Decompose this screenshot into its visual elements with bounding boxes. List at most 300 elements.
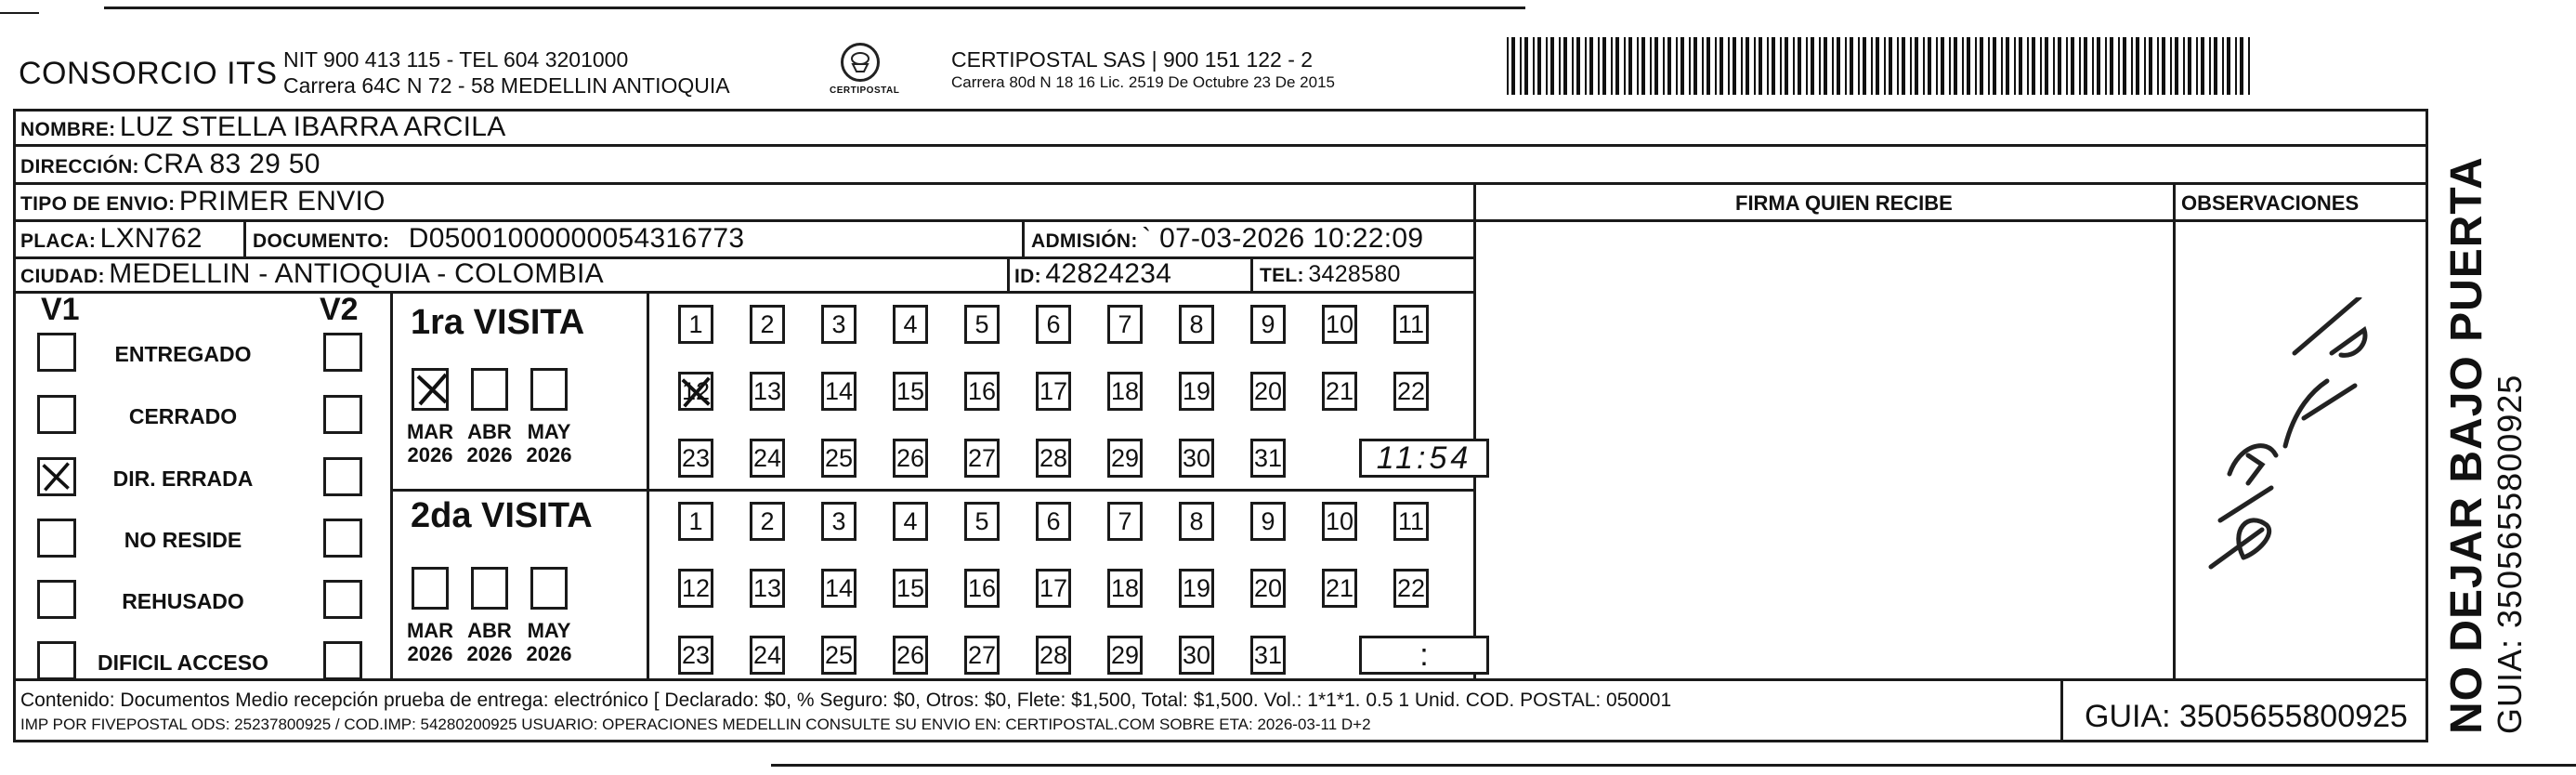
col-divider-obs <box>2173 185 2176 679</box>
barcode-bar <box>1533 37 1535 95</box>
day-number: 20 <box>1253 574 1283 602</box>
barcode-bar <box>2014 37 2016 95</box>
day-box[interactable] <box>1322 569 1357 608</box>
status-option-label: CERRADO <box>128 404 238 428</box>
barcode-bar <box>2092 37 2094 95</box>
direccion-label: DIRECCIÓN: <box>20 156 139 177</box>
tipo-value: PRIMER ENVIO <box>178 186 386 217</box>
day-number: 8 <box>1189 310 1204 338</box>
barcode-bar <box>2001 37 2003 95</box>
barcode-bar <box>1589 37 1593 95</box>
day-box[interactable] <box>1179 439 1214 478</box>
barcode-bar <box>2019 37 2022 95</box>
barcode-bar <box>1837 37 1840 95</box>
day-box[interactable] <box>678 569 713 608</box>
x-mark-icon <box>414 371 451 408</box>
barcode-bar <box>2222 37 2224 95</box>
day-number: 25 <box>824 444 854 472</box>
day-number: 11 <box>1397 507 1425 535</box>
barcode-bar <box>1663 37 1665 95</box>
day-box[interactable] <box>1179 372 1214 411</box>
day-box[interactable] <box>1393 372 1429 411</box>
day-number: 9 <box>1261 310 1275 338</box>
barcode-bar <box>1941 37 1944 95</box>
day-box[interactable] <box>678 305 713 344</box>
day-box[interactable] <box>821 502 856 541</box>
status-option-label: NO RESIDE <box>124 528 242 552</box>
barcode-bar <box>2027 37 2029 95</box>
admision-value: ` 07-03-2026 10:22:09 <box>1142 223 1424 254</box>
day-box[interactable] <box>821 569 856 608</box>
row-divider <box>13 291 1475 294</box>
barcode-bar <box>2227 37 2230 95</box>
month-name: MAR <box>406 420 454 443</box>
day-box[interactable] <box>1250 636 1286 675</box>
day-box[interactable] <box>678 636 713 675</box>
day-box[interactable] <box>1179 502 1214 541</box>
day-box[interactable] <box>1107 502 1143 541</box>
day-number: 12 <box>681 574 711 602</box>
barcode-bar <box>1689 37 1691 95</box>
tel-value: 3428580 <box>1308 261 1401 287</box>
barcode <box>1507 37 2250 95</box>
day-number: 18 <box>1110 574 1140 602</box>
day-box[interactable] <box>1322 372 1357 411</box>
nit-line: NIT 900 413 115 - TEL 604 3201000 <box>283 47 629 72</box>
day-box[interactable] <box>1036 636 1071 675</box>
day-box[interactable] <box>821 636 856 675</box>
tipo-label: TIPO DE ENVIO: <box>20 193 176 215</box>
day-box[interactable] <box>1393 502 1429 541</box>
day-number: 22 <box>1396 574 1426 602</box>
barcode-bar <box>1611 37 1613 95</box>
day-box[interactable] <box>1036 502 1071 541</box>
handwritten-note <box>2192 297 2387 604</box>
day-box[interactable] <box>1322 305 1357 344</box>
row-divider <box>13 678 2428 681</box>
barcode-bar <box>2058 37 2061 95</box>
day-number: 21 <box>1325 574 1354 602</box>
barcode-bar <box>1628 37 1632 95</box>
day-box[interactable] <box>678 439 713 478</box>
month-checkbox[interactable] <box>412 368 449 411</box>
month-year: 2026 <box>407 642 453 665</box>
day-box[interactable] <box>893 439 928 478</box>
day-box[interactable] <box>750 439 785 478</box>
day-number: 4 <box>903 507 918 535</box>
v1-label: V1 <box>41 292 80 327</box>
barcode-bar <box>2214 37 2217 95</box>
day-number: 23 <box>681 444 711 472</box>
day-box[interactable] <box>1179 636 1214 675</box>
barcode-bar <box>1936 37 1938 95</box>
barcode-bar <box>2201 37 2204 95</box>
barcode-bar <box>1650 37 1652 95</box>
day-box[interactable] <box>1250 569 1286 608</box>
day-box[interactable] <box>893 305 928 344</box>
col-divider <box>2060 678 2063 742</box>
barcode-bar <box>1858 37 1860 95</box>
day-box[interactable] <box>678 502 713 541</box>
day-number: 31 <box>1253 444 1283 472</box>
month-year: 2026 <box>526 642 572 665</box>
barcode-bar <box>2084 37 2087 95</box>
barcode-bar <box>1563 37 1567 95</box>
barcode-bar <box>2105 37 2107 95</box>
day-number: 27 <box>967 444 997 472</box>
barcode-bar <box>1706 37 1710 95</box>
day-number: 7 <box>1118 507 1132 535</box>
barcode-bar <box>1602 37 1606 95</box>
month-name: MAR <box>406 619 454 642</box>
barcode-bar <box>1572 37 1574 95</box>
id-label: ID: <box>1014 266 1041 287</box>
day-box[interactable] <box>750 636 785 675</box>
partner-info <box>951 46 1335 93</box>
day-box[interactable] <box>1179 569 1214 608</box>
barcode-bar <box>1767 37 1769 95</box>
row-divider <box>13 144 2428 147</box>
barcode-bar <box>1863 37 1866 95</box>
month-label <box>460 619 519 665</box>
day-box[interactable] <box>893 636 928 675</box>
barcode-bar <box>1585 37 1587 95</box>
time-value: 11:54 <box>1376 440 1472 476</box>
company-name: CONSORCIO ITS <box>19 56 278 91</box>
barcode-bar <box>2097 37 2100 95</box>
day-number: 6 <box>1046 507 1061 535</box>
ciudad-label: CIUDAD: <box>20 266 105 287</box>
barcode-bar <box>2066 37 2068 95</box>
barcode-bar <box>1967 37 1970 95</box>
barcode-bar <box>1772 37 1775 95</box>
day-number: 5 <box>974 310 989 338</box>
barcode-bar <box>1546 37 1548 95</box>
barcode-bar <box>2149 37 2152 95</box>
day-number: 11 <box>1397 310 1425 338</box>
barcode-bar <box>1902 37 1905 95</box>
bottom-rule <box>771 764 2576 767</box>
barcode-bar <box>1824 37 1827 95</box>
barcode-bar <box>1524 37 1528 95</box>
barcode-bar <box>2053 37 2055 95</box>
barcode-bar <box>1741 37 1743 95</box>
placa-value: LXN762 <box>99 223 203 254</box>
barcode-bar <box>1954 37 1957 95</box>
tipo-row <box>20 186 386 217</box>
day-number: 14 <box>824 574 854 602</box>
day-box[interactable] <box>1107 372 1143 411</box>
v2-checkbox[interactable] <box>323 580 362 619</box>
barcode-bar <box>1637 37 1639 95</box>
day-box[interactable] <box>1393 569 1429 608</box>
day-box[interactable] <box>893 569 928 608</box>
sig-header-line <box>1473 219 2428 222</box>
day-box[interactable] <box>964 439 1000 478</box>
nombre-value: LUZ STELLA IBARRA ARCILA <box>119 112 506 142</box>
day-box[interactable] <box>893 502 928 541</box>
barcode-bar <box>1537 37 1541 95</box>
barcode-bar <box>2196 37 2198 95</box>
no-dejar-bajo-puerta: NO DEJAR BAJO PUERTA <box>2442 156 2491 734</box>
day-number: 26 <box>896 641 925 669</box>
time-box[interactable] <box>1359 636 1489 675</box>
barcode-bar <box>1576 37 1580 95</box>
day-number: 1 <box>688 310 703 338</box>
col-divider <box>1007 257 1010 292</box>
day-number: 18 <box>1110 377 1140 405</box>
barcode-bar <box>1680 37 1684 95</box>
barcode-bar <box>2136 37 2139 95</box>
barcode-bar <box>1884 37 1886 95</box>
barcode-bar <box>1641 37 1645 95</box>
barcode-bar <box>1780 37 1782 95</box>
day-number: 15 <box>896 377 925 405</box>
barcode-bar <box>1654 37 1658 95</box>
barcode-bar <box>1975 37 1977 95</box>
day-box[interactable] <box>1107 569 1143 608</box>
day-number: 1 <box>688 507 703 535</box>
day-box[interactable] <box>893 372 928 411</box>
month-checkbox[interactable] <box>471 567 508 610</box>
barcode-bar <box>2248 37 2250 95</box>
day-number: 22 <box>1396 377 1426 405</box>
day-number: 20 <box>1253 377 1283 405</box>
barcode-bar <box>1988 37 1990 95</box>
nombre-row <box>20 112 506 143</box>
v2-checkbox[interactable] <box>323 519 362 558</box>
placa-label: PLACA: <box>20 230 97 252</box>
barcode-bar <box>1980 37 1983 95</box>
day-number: 19 <box>1182 574 1211 602</box>
day-box[interactable] <box>1036 569 1071 608</box>
barcode-bar <box>1702 37 1704 95</box>
barcode-bar <box>1897 37 1899 95</box>
month-name: MAY <box>527 619 571 642</box>
day-number: 15 <box>896 574 925 602</box>
day-box[interactable] <box>750 502 785 541</box>
day-box[interactable] <box>821 439 856 478</box>
day-box[interactable] <box>1107 439 1143 478</box>
day-box[interactable] <box>750 569 785 608</box>
firma-header: FIRMA QUIEN RECIBE <box>1735 191 1953 215</box>
barcode-bar <box>1746 37 1749 95</box>
day-number: 16 <box>967 377 997 405</box>
barcode-bar <box>1520 37 1522 95</box>
day-number: 8 <box>1189 507 1204 535</box>
barcode-bar <box>2123 37 2126 95</box>
day-number: 10 <box>1325 507 1354 535</box>
address-line: Carrera 64C N 72 - 58 MEDELLIN ANTIOQUIA <box>283 73 730 98</box>
day-number: 24 <box>752 641 782 669</box>
barcode-bar <box>1733 37 1736 95</box>
month-year: 2026 <box>466 642 513 665</box>
direccion-value: CRA 83 29 50 <box>143 149 320 179</box>
barcode-bar <box>1715 37 1717 95</box>
day-box[interactable] <box>964 372 1000 411</box>
month-checkbox[interactable] <box>530 567 568 610</box>
barcode-bar <box>1928 37 1931 95</box>
day-number: 3 <box>831 507 846 535</box>
company-info <box>283 46 730 99</box>
admision-label: ADMISIÓN: <box>1031 230 1138 252</box>
barcode-bar <box>2071 37 2074 95</box>
time-box[interactable] <box>1359 439 1489 478</box>
barcode-bar <box>2175 37 2178 95</box>
day-number: 16 <box>967 574 997 602</box>
status-divider <box>390 291 393 679</box>
barcode-bar <box>1615 37 1619 95</box>
top-rule-left <box>0 12 39 14</box>
footer-guia: GUIA: 3505655800925 <box>2085 699 2408 734</box>
v2-checkbox[interactable] <box>323 457 362 496</box>
day-number: 29 <box>1110 444 1140 472</box>
barcode-bar <box>2118 37 2120 95</box>
status-option-label: DIFICIL ACCESO <box>97 650 268 675</box>
day-number: 4 <box>903 310 918 338</box>
day-box[interactable] <box>1250 439 1286 478</box>
day-number: 29 <box>1110 641 1140 669</box>
barcode-bar <box>1832 37 1834 95</box>
month-year: 2026 <box>466 443 513 466</box>
barcode-bar <box>1819 37 1821 95</box>
v2-checkbox[interactable] <box>323 395 362 434</box>
visit-divider <box>647 291 649 679</box>
status-option-label: DIR. ERRADA <box>112 466 254 491</box>
day-number: 30 <box>1182 641 1211 669</box>
day-number: 2 <box>760 507 775 535</box>
day-number: 6 <box>1046 310 1061 338</box>
barcode-bar <box>1693 37 1697 95</box>
day-box[interactable] <box>1322 502 1357 541</box>
barcode-bar <box>2006 37 2009 95</box>
footer-imp: IMP POR FIVEPOSTAL ODS: 25237800925 / COD.IMP: 54280200925 USUARIO: OPERACIONES MEDELLIN CONSULTE SU ENVIO EN: CERTIPOSTAL.COM SOBRE ETA: 2026-03-11 D+2 <box>20 716 1371 733</box>
barcode-bar <box>1754 37 1756 95</box>
documento-label: DOCUMENTO: <box>253 230 390 252</box>
admision-cell <box>1031 223 1423 255</box>
col-divider <box>1022 220 1025 257</box>
barcode-bar <box>1511 37 1515 95</box>
barcode-bar <box>1923 37 1925 95</box>
barcode-bar <box>2045 37 2048 95</box>
barcode-bar <box>1759 37 1762 95</box>
col-divider <box>1250 257 1253 292</box>
barcode-bar <box>1949 37 1951 95</box>
day-box[interactable] <box>821 372 856 411</box>
day-box[interactable] <box>1036 439 1071 478</box>
ciudad-value: MEDELLIN - ANTIOQUIA - COLOMBIA <box>109 258 604 289</box>
tel-cell <box>1260 261 1401 288</box>
day-box[interactable] <box>1250 502 1286 541</box>
month-label <box>400 619 460 665</box>
day-number: 10 <box>1325 310 1354 338</box>
month-checkbox[interactable] <box>471 368 508 411</box>
barcode-bar <box>1676 37 1678 95</box>
month-label <box>400 420 460 466</box>
id-value: 42824234 <box>1045 258 1172 289</box>
barcode-bar <box>2209 37 2211 95</box>
day-box[interactable] <box>750 372 785 411</box>
direccion-row <box>20 149 320 180</box>
day-number: 19 <box>1182 377 1211 405</box>
day-number: 3 <box>831 310 846 338</box>
day-box[interactable] <box>821 305 856 344</box>
day-number: 7 <box>1118 310 1132 338</box>
day-box[interactable] <box>964 569 1000 608</box>
barcode-bar <box>1871 37 1873 95</box>
day-number: 26 <box>896 444 925 472</box>
ciudad-cell <box>20 258 604 290</box>
v2-checkbox[interactable] <box>323 333 362 372</box>
day-number: 9 <box>1261 507 1275 535</box>
day-box[interactable] <box>964 305 1000 344</box>
day-box[interactable] <box>1250 372 1286 411</box>
visit-separator <box>390 489 1474 492</box>
day-number: 31 <box>1253 641 1283 669</box>
month-name: ABR <box>467 420 512 443</box>
day-box[interactable] <box>1036 372 1071 411</box>
barcode-bar <box>2110 37 2113 95</box>
day-number: 13 <box>752 377 782 405</box>
barcode-bar <box>1962 37 1964 95</box>
row-divider <box>13 182 2428 185</box>
month-year: 2026 <box>407 443 453 466</box>
day-number: 12 <box>681 377 711 405</box>
day-box[interactable] <box>750 305 785 344</box>
barcode-bar <box>1811 37 1814 95</box>
day-box[interactable] <box>964 502 1000 541</box>
day-box[interactable] <box>1179 305 1214 344</box>
day-number: 28 <box>1039 444 1068 472</box>
barcode-bar <box>2157 37 2159 95</box>
side-notice <box>2443 156 2529 734</box>
v2-label: V2 <box>320 292 359 327</box>
day-box[interactable] <box>1107 305 1143 344</box>
barcode-bar <box>1793 37 1795 95</box>
month-checkbox[interactable] <box>412 567 449 610</box>
barcode-bar <box>1550 37 1554 95</box>
barcode-bar <box>2240 37 2243 95</box>
partner-line: CERTIPOSTAL SAS | 900 151 122 - 2 <box>951 47 1314 72</box>
time-value: : <box>1419 637 1429 673</box>
barcode-bar <box>1850 37 1853 95</box>
top-rule <box>104 7 1525 9</box>
day-box[interactable] <box>1107 636 1143 675</box>
month-checkbox[interactable] <box>530 368 568 411</box>
barcode-bar <box>2170 37 2172 95</box>
day-box[interactable] <box>678 372 713 411</box>
day-number: 2 <box>760 310 775 338</box>
day-number: 25 <box>824 641 854 669</box>
month-name: ABR <box>467 619 512 642</box>
month-label <box>460 420 519 466</box>
v2-checkbox[interactable] <box>323 641 362 680</box>
day-box[interactable] <box>1393 305 1429 344</box>
barcode-bar <box>1785 37 1788 95</box>
day-number: 21 <box>1325 377 1354 405</box>
day-box[interactable] <box>1036 305 1071 344</box>
day-box[interactable] <box>964 636 1000 675</box>
barcode-bar <box>2131 37 2133 95</box>
documento-value: D05001000000054316773 <box>408 223 745 254</box>
month-name: MAY <box>527 420 571 443</box>
barcode-bar <box>1728 37 1730 95</box>
side-guia: GUIA: 3505655800925 <box>2491 374 2529 734</box>
barcode-bar <box>1559 37 1561 95</box>
day-box[interactable] <box>1250 305 1286 344</box>
barcode-bar <box>2079 37 2081 95</box>
x-mark-icon <box>679 374 714 410</box>
